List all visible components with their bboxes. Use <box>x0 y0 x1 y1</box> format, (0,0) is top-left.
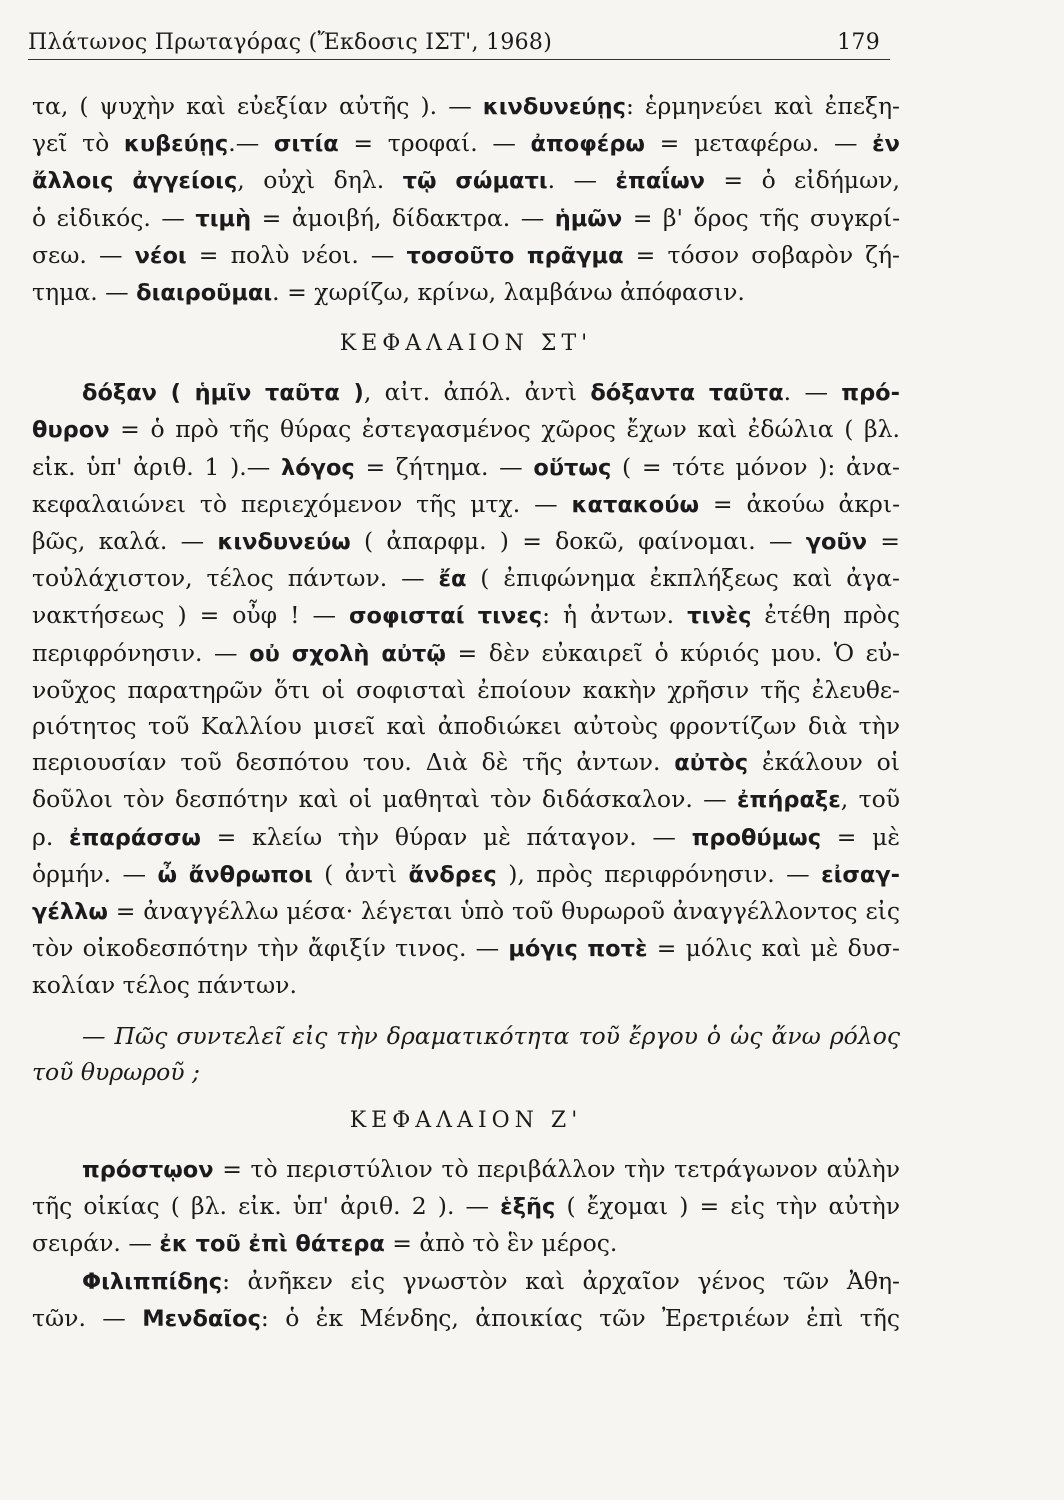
text-line: σεω. — νέοι = πολὺ νέοι. — τοσοῦτο πρᾶγμα = τόσον σοβαρὸν ζή- <box>32 240 900 269</box>
page-body <box>32 88 900 1337</box>
text-line: δόξαν ( ἡμῖν ταῦτα ), αἰτ. ἀπόλ. ἀντὶ δόξαντα ταῦτα. — πρό- <box>82 378 900 407</box>
text-line: τημα. — διαιροῦμαι. = χωρίζω, κρίνω, λαμβάνω ἀπόφασιν. <box>32 278 745 307</box>
text-line: δοῦλοι τὸν δεσπότην καὶ οἱ μαθηταὶ τὸν διδάσκαλον. — ἐπήραξε, τοῦ <box>32 785 901 814</box>
text-line: τα, ( ψυχὴν καὶ εὐεξίαν αὐτῆς ). — κινδυνεύῃς: ἑρμηνεύει καὶ ἐπεξη- <box>32 92 900 120</box>
text-line: ριότητος τοῦ Καλλίου μισεῖ καὶ ἀποδιώκει αὐτοὺς φροντίζων διὰ τὴν <box>32 712 900 741</box>
chapter-heading-7: ΚΕΦΑΛΑΙΟΝ Ζ' <box>349 1108 583 1134</box>
text-line: Φιλιππίδης: ἀνῆκεν εἰς γνωστὸν καὶ ἀρχαῖον γένος τῶν Ἀθη- <box>82 1266 900 1295</box>
text-line: ὁρμήν. — ὦ ἄνθρωποι ( ἀντὶ ἄνδρες ), πρὸς περιφρόνησιν. — εἰσαγ- <box>32 859 900 888</box>
text-line: γέλλω = ἀναγγέλλω μέσα· λέγεται ὑπὸ τοῦ θυρωροῦ ἀναγγέλλοντος εἰς <box>32 897 900 926</box>
text-line: σειράν. — ἐκ τοῦ ἐπὶ θάτερα = ἀπὸ τὸ ἓν μέρος. <box>32 1229 618 1258</box>
text-line: ἄλλοις ἀγγείοις, οὐχὶ δηλ. τῷ σώματι. — ἐπαΐων = ὁ εἰδήμων, <box>32 166 900 195</box>
text-line: τῶν. — Μενδαῖος: ὁ ἐκ Μένδης, ἀποικίας τῶν Ἐρετριέων ἐπὶ τῆς <box>32 1303 901 1332</box>
page-number: 179 <box>837 30 880 55</box>
text-line: κολίαν τέλος πάντων. <box>32 971 297 1000</box>
text-line: τὸν οἰκοδεσπότην τὴν ἄφιξίν τινος. — μόγις ποτὲ = μόλις καὶ μὲ δυσ- <box>32 934 900 963</box>
running-header <box>28 30 890 60</box>
text-line: τοὐλάχιστον, τέλος πάντων. — ἔα ( ἐπιφώνημα ἐκπλήξεως καὶ ἀγα- <box>32 564 900 593</box>
text-line: βῶς, καλά. — κινδυνεύω ( ἀπαρφμ. ) = δοκῶ, φαίνομαι. — γοῦν = <box>32 527 900 556</box>
study-question: — Πῶς συντελεῖ εἰς τὴν δραματικότητα τοῦ ἔργου ὁ ὡς ἄνω ρόλος <box>82 1021 900 1050</box>
text-line: νοῦχος παρατηρῶν ὅτι οἱ σοφισταὶ ἐποίουν κακὴν χρῆσιν τῆς ἐλευθε- <box>32 675 900 704</box>
text-line: περιουσίαν τοῦ δεσπότου του. Διὰ δὲ τῆς ἀντων. αὐτὸς ἐκάλουν οἱ <box>32 748 900 777</box>
text-line: ὁ εἰδικός. — τιμὴ = ἀμοιβή, δίδακτρα. — ἡμῶν = β' ὅρος τῆς συγκρί- <box>32 203 901 232</box>
running-title: Πλάτωνος Πρωταγόρας (Ἔκδοσις ΙΣΤ', 1968) <box>28 30 553 55</box>
text-line: εἰκ. ὑπ' ἀριθ. 1 ).— λόγος = ζήτημα. — οὕτως ( = τότε μόνον ): ἀνα- <box>32 452 900 481</box>
text-line: γεῖ τὸ κυβεύῃς.— σιτία = τροφαί. — ἀποφέρω = μεταφέρω. — ἐν <box>32 129 901 158</box>
text-line: τῆς οἰκίας ( βλ. εἰκ. ὑπ' ἀριθ. 2 ). — ἑξῆς ( ἔχομαι ) = εἰς τὴν αὐτὴν <box>32 1192 900 1221</box>
text-line: κεφαλαιώνει τὸ περιεχόμενον τῆς μτχ. — κατακούω = ἀκούω ἀκρι- <box>32 489 901 518</box>
text-line: περιφρόνησιν. — οὐ σχολὴ αὐτῷ = δὲν εὐκαιρεῖ ὁ κύριός μου. Ὁ εὐ- <box>32 638 900 667</box>
text-line: ρ. ἐπαράσσω = κλείω τὴν θύραν μὲ πάταγον. — προθύμως = μὲ <box>32 822 901 851</box>
text-line: νακτήσεως ) = οὖφ ! — σοφισταί τινες: ἡ ἀντων. τινὲς ἐτέθη πρὸς <box>32 601 900 630</box>
chapter-heading-6: ΚΕΦΑΛΑΙΟΝ ΣΤ' <box>339 331 593 357</box>
text-line: θυρον = ὁ πρὸ τῆς θύρας ἐστεγασμένος χῶρος ἔχων καὶ ἐδώλια ( βλ. <box>32 415 900 444</box>
text-line: πρόστῳον = τὸ περιστύλιον τὸ περιβάλλον τὴν τετράγωνον αὐλὴν <box>82 1155 900 1184</box>
study-question-cont: τοῦ θυρωροῦ ; <box>32 1057 200 1086</box>
